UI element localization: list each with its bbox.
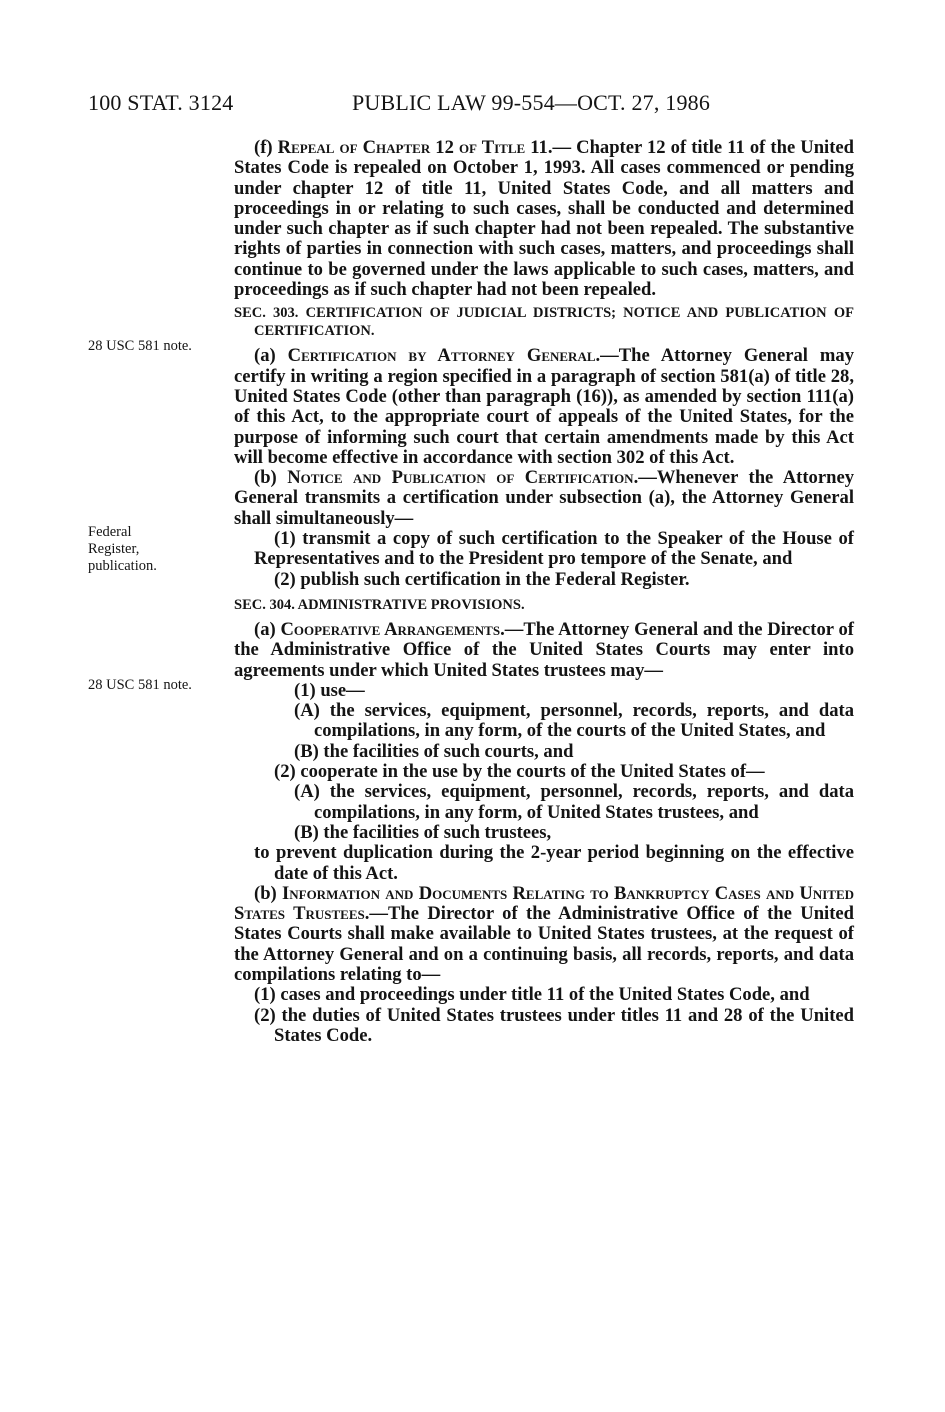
section-304b-text: —The Director of the Administrative Office of the United States Courts shall make available to United States trustees, at the request of the Attorney General and on a continuing basis, all records, reports, and data compilations relating to— — [234, 903, 854, 985]
section-303a-text: —The Attorney General may certify in writing a region specified in a paragraph of section 581(a) of title 28, United States Code (other than paragraph (16)), as amended by section 111(a) of this Act, to the appropriate court of appeals of the United States, for the purpose of informing such court that certain amendments made by this Act will become effective in accordance with section 302 of this Act. — [234, 345, 854, 468]
section-304b-paragraph-2: (2) the duties of United States trustees under titles 11 and 28 of the United States Code. — [254, 1004, 854, 1046]
section-303-heading: SEC. 303. CERTIFICATION OF JUDICIAL DISTRICTS; NOTICE AND PUBLICATION OF CERTIFICATION. — [234, 305, 854, 340]
section-304a-tail: to prevent duplication during the 2-year period beginning on the effective date of this Act. — [254, 842, 854, 884]
section-303b-paragraph-1: (1) transmit a copy of such certification to the Speaker of the House of Representatives and to the President pro tempore of the Senate, and — [254, 528, 854, 570]
section-304a-1-B: (B) the facilities of such courts, and — [294, 740, 574, 762]
section-303b-label: (b) — [254, 467, 288, 489]
margin-note-28-usc-581-second: 28 USC 581 note. — [88, 677, 192, 693]
section-303b-text: —Whenever the Attorney General transmits a certification under subsection (a), the Attorney General shall simultaneously— — [234, 467, 854, 529]
section-304a-label: (a) — [254, 618, 281, 640]
section-304-heading: SEC. 304. ADMINISTRATIVE PROVISIONS. — [234, 596, 525, 613]
section-303-subsection-b — [234, 468, 854, 529]
section-303b-heading: Notice and Publication of Certification. — [287, 467, 639, 489]
statute-page-number: 100 STAT. 3124 — [88, 90, 234, 115]
section-304b-paragraph-1: (1) cases and proceedings under title 11 of the United States Code, and — [254, 984, 810, 1006]
section-304a-paragraph-1: (1) use— — [294, 679, 365, 701]
subsection-f — [234, 138, 854, 300]
statute-body — [234, 138, 854, 1046]
section-304b-heading: Information and Documents Relating to Bankruptcy Cases and United States Trustees. — [234, 882, 855, 925]
public-law-header: PUBLIC LAW 99-554—OCT. 27, 1986 — [352, 90, 711, 115]
section-304a-paragraph-2: (2) cooperate in the use by the courts of the United States of— — [274, 761, 765, 783]
subsection-f-heading: Repeal of Chapter 12 of Title 11. — [277, 137, 553, 158]
section-304a-heading: Cooperative Arrangements. — [280, 618, 505, 640]
section-304-subsection-a — [234, 620, 854, 681]
subsection-f-text: — Chapter 12 of title 11 of the United States Code is repealed on October 1, 1993. All cases commenced or pending under chapter 12 of title 11, United States Code, and all matters and proceedings in or relating to such cases, shall be conducted and determined under such chapter as if such chapter had not been repealed. The substantive rights of parties in connection with such cases, matters, and proceedings shall continue to be governed under the laws applicable to such cases, matters, and proceedings as if such chapter had not been repealed. — [234, 137, 854, 301]
margin-note-federal-register: Federal Register, publication. — [88, 524, 157, 574]
section-304a-2-A: (A) the services, equipment, personnel, records, reports, and data compilations, in any form, of United States trustees, and — [294, 781, 854, 823]
section-304a-2-B: (B) the facilities of such trustees, — [294, 821, 552, 843]
section-303b-paragraph-2: (2) publish such certification in the Federal Register. — [274, 568, 690, 590]
margin-note-28-usc-581: 28 USC 581 note. — [88, 338, 192, 354]
section-303a-heading: Certification by Attorney General. — [287, 345, 601, 367]
section-304-subsection-b — [234, 884, 854, 985]
subsection-f-label: (f) — [254, 137, 278, 158]
section-303a-label: (a) — [254, 345, 288, 367]
section-304a-text: —The Attorney General and the Director of the Administrative Office of the United States Courts may enter into agreements under which United States trustees may— — [234, 618, 854, 681]
section-303-subsection-a — [234, 346, 854, 468]
section-304b-label: (b) — [254, 882, 282, 904]
section-304a-1-A: (A) the services, equipment, personnel, records, reports, and data compilations, in any form, of the courts of the United States, and — [294, 700, 854, 742]
